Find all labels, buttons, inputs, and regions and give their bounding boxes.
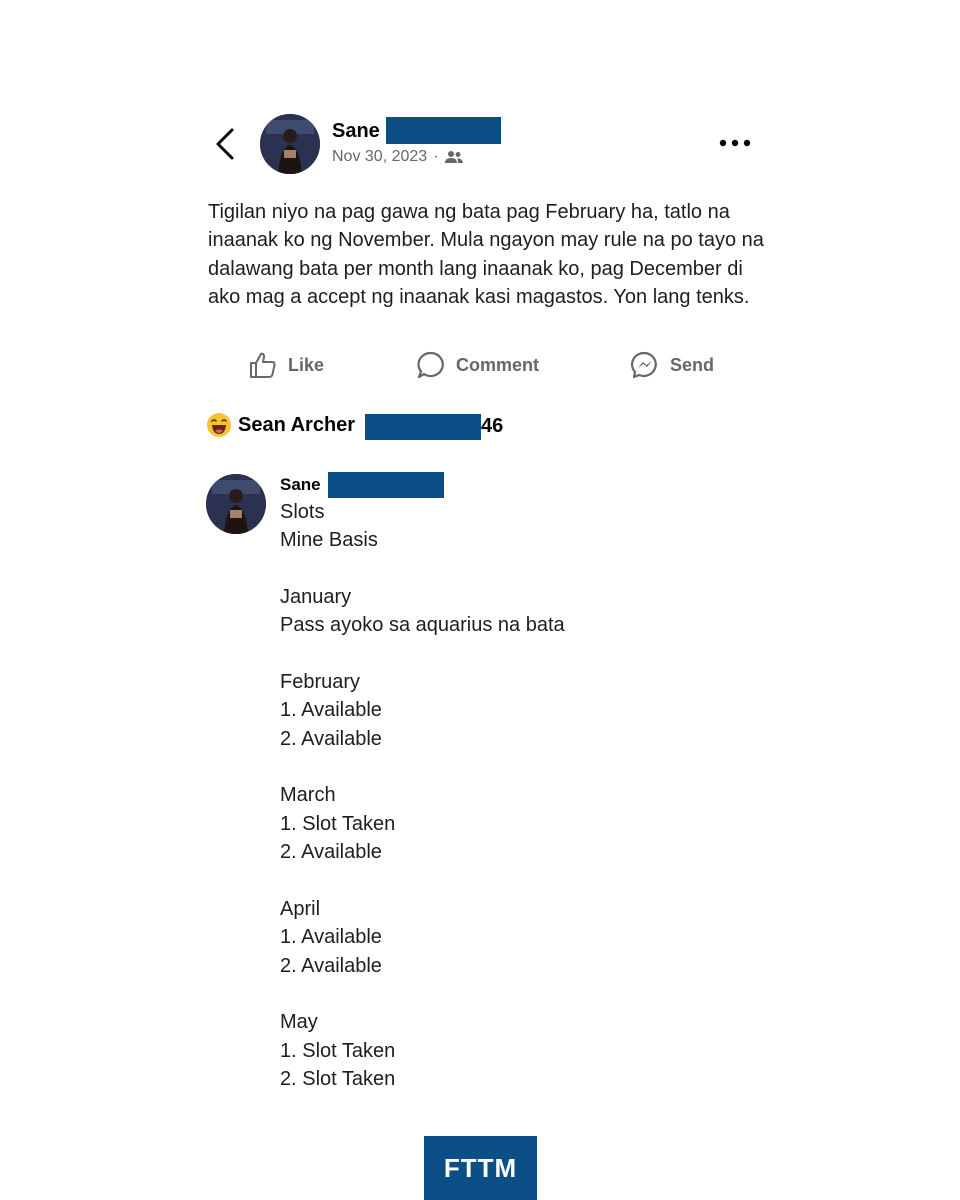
- meta-separator: ·: [433, 148, 439, 165]
- comment-line: 1. Available: [280, 926, 382, 949]
- like-label: Like: [288, 354, 325, 375]
- redaction-box: [386, 117, 501, 144]
- comment-line: 1. Available: [280, 699, 382, 722]
- comment-line: 2. Available: [280, 841, 382, 864]
- comment-line: February: [280, 671, 361, 694]
- back-button[interactable]: [205, 122, 245, 166]
- comment-line: Slots: [280, 501, 325, 523]
- blank-line: [280, 866, 780, 894]
- comment-body: [280, 498, 780, 1093]
- blank-line: [280, 753, 780, 781]
- comment-line: 1. Slot Taken: [280, 812, 396, 835]
- comment-line: 2. Slot Taken: [280, 1067, 396, 1090]
- send-label: Send: [670, 354, 715, 375]
- haha-reaction-icon: [206, 412, 232, 438]
- comment-line: Pass ayoko sa aquarius na bata: [280, 614, 565, 637]
- friends-icon: [445, 150, 463, 164]
- more-dots-icon: [716, 132, 754, 154]
- comment-line: 2. Available: [280, 727, 382, 750]
- comment-line: May: [280, 1011, 318, 1034]
- person-photo-icon: [206, 474, 266, 534]
- like-button[interactable]: [248, 350, 324, 380]
- redaction-box: [365, 414, 481, 440]
- comment-label: Comment: [456, 354, 540, 375]
- comment-line: 2. Available: [280, 954, 382, 977]
- reaction-row[interactable]: [206, 412, 355, 438]
- blank-line: [280, 640, 780, 668]
- comment-line: April: [280, 897, 321, 920]
- send-button[interactable]: [630, 350, 714, 380]
- post-text: Tigilan niyo na pag gawa ng bata pag February ha, tatlo na inaanak ko ng November. Mula ngayon may rule na po tayo na dalawang bata per month lang inaanak ko, pag December di ako mag a accept ng inaanak kasi magastos. Yon lang tenks.: [208, 201, 764, 309]
- comment-line: March: [280, 784, 336, 807]
- post-author-name[interactable]: Sane: [332, 120, 380, 142]
- reactor-name: Sean Archer: [238, 413, 356, 436]
- thumbs-up-icon: [248, 350, 278, 380]
- comment-button[interactable]: [416, 350, 539, 380]
- comment-line: January: [280, 586, 352, 609]
- blank-line: [280, 555, 780, 583]
- comment-author-name[interactable]: Sane: [280, 475, 321, 494]
- chevron-left-icon: [205, 122, 245, 166]
- more-options-button[interactable]: [716, 132, 754, 154]
- post-date[interactable]: Nov 30, 2023: [332, 148, 428, 165]
- redaction-box: [328, 472, 444, 498]
- messenger-icon: [630, 350, 660, 380]
- comment-bubble-icon: [416, 350, 446, 380]
- comment-line: Mine Basis: [280, 529, 378, 552]
- blank-line: [280, 980, 780, 1008]
- comment-author-avatar[interactable]: [206, 474, 266, 534]
- post-author-avatar[interactable]: [260, 114, 320, 174]
- comment-line: 1. Slot Taken: [280, 1039, 396, 1062]
- person-photo-icon: [260, 114, 320, 174]
- reaction-count: 46: [481, 415, 504, 437]
- post-meta: [332, 148, 463, 166]
- brand-logo: FTTM: [424, 1136, 537, 1200]
